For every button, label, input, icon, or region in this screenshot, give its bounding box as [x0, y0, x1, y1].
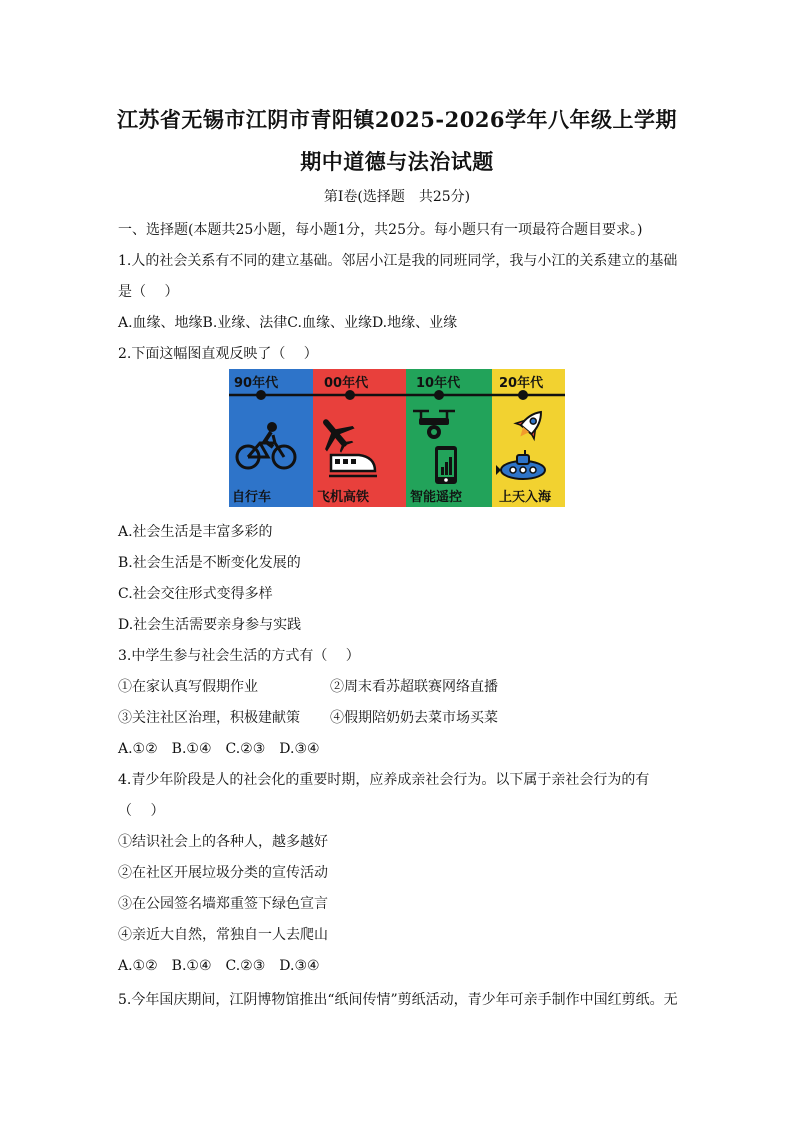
smartphone-icon: [433, 445, 459, 485]
caption-00s: 飞机高铁: [317, 490, 370, 505]
exam-title-line1: 江苏省无锡市江阴市青阳镇2025-2026学年八年级上学期: [116, 107, 678, 132]
q2-figure: [229, 369, 565, 507]
caption-20s: 上天入海: [499, 490, 552, 505]
q3-stem: 3.中学生参与社会生活的方式有（ ）: [118, 648, 360, 664]
q2-option-c: C.社会交往形式变得多样: [118, 586, 273, 602]
q1-stem-line1: 1.人的社会关系有不同的建立基础。邻居小江是我的同班同学，我与小江的关系建立的基础: [118, 253, 678, 269]
era-label-10s: 10年代: [416, 376, 461, 391]
q4-item-1: ①结识社会上的各种人，越多越好: [118, 834, 328, 850]
instructions: 一、选择题(本题共25小题，每小题1分，共25分。每小题只有一项最符合题目要求。): [118, 222, 643, 238]
era-label-00s: 00年代: [324, 376, 369, 391]
q2-stem: 2.下面这幅图直观反映了（ ）: [118, 346, 318, 362]
q4-stem-line2: （ ）: [118, 803, 165, 819]
q3-item-3: ③关注社区治理，积极建献策: [118, 710, 300, 726]
drone-icon: [410, 405, 458, 441]
q3-item-2: ②周末看苏超联赛网络直播: [330, 679, 498, 695]
bicycle-icon: [235, 421, 297, 473]
q5-stem-line1: 5.今年国庆期间，江阴博物馆推出“纸间传情”剪纸活动，青少年可亲手制作中国红剪纸。无: [118, 992, 678, 1008]
q4-item-3: ③在公园签名墙郑重签下绿色宣言: [118, 896, 328, 912]
caption-90s: 自行车: [232, 490, 272, 505]
section-header: 第Ⅰ卷(选择题 共25分): [323, 189, 471, 205]
era-label-90s: 90年代: [234, 376, 279, 391]
q1-options: A.血缘、地缘B.业缘、法律C.血缘、业缘D.地缘、业缘: [118, 315, 458, 331]
q2-option-a: A.社会生活是丰富多彩的: [118, 524, 273, 540]
high-speed-train-icon: [329, 449, 377, 479]
q4-item-2: ②在社区开展垃圾分类的宣传活动: [118, 865, 328, 881]
submarine-icon: [495, 449, 551, 481]
rocket-icon: [512, 407, 548, 443]
q3-options: A.①② B.①④ C.②③ D.③④: [118, 741, 320, 757]
q2-option-d: D.社会生活需要亲身参与实践: [118, 617, 302, 633]
caption-10s: 智能遥控: [410, 490, 463, 505]
q2-option-b: B.社会生活是不断变化发展的: [118, 555, 301, 571]
q3-item-4: ④假期陪奶奶去菜市场买菜: [330, 710, 498, 726]
q4-options: A.①② B.①④ C.②③ D.③④: [118, 958, 320, 974]
q4-item-4: ④亲近大自然，常独自一人去爬山: [118, 927, 328, 943]
q1-stem-line2: 是（ ）: [118, 284, 179, 300]
era-label-20s: 20年代: [499, 376, 544, 391]
exam-title-line2: 期中道德与法治试题: [300, 149, 494, 174]
airplane-icon: [315, 413, 355, 453]
q3-item-1: ①在家认真写假期作业: [118, 679, 258, 695]
q4-stem-line1: 4.青少年阶段是人的社会化的重要时期，应养成亲社会行为。以下属于亲社会行为的有: [118, 772, 650, 788]
